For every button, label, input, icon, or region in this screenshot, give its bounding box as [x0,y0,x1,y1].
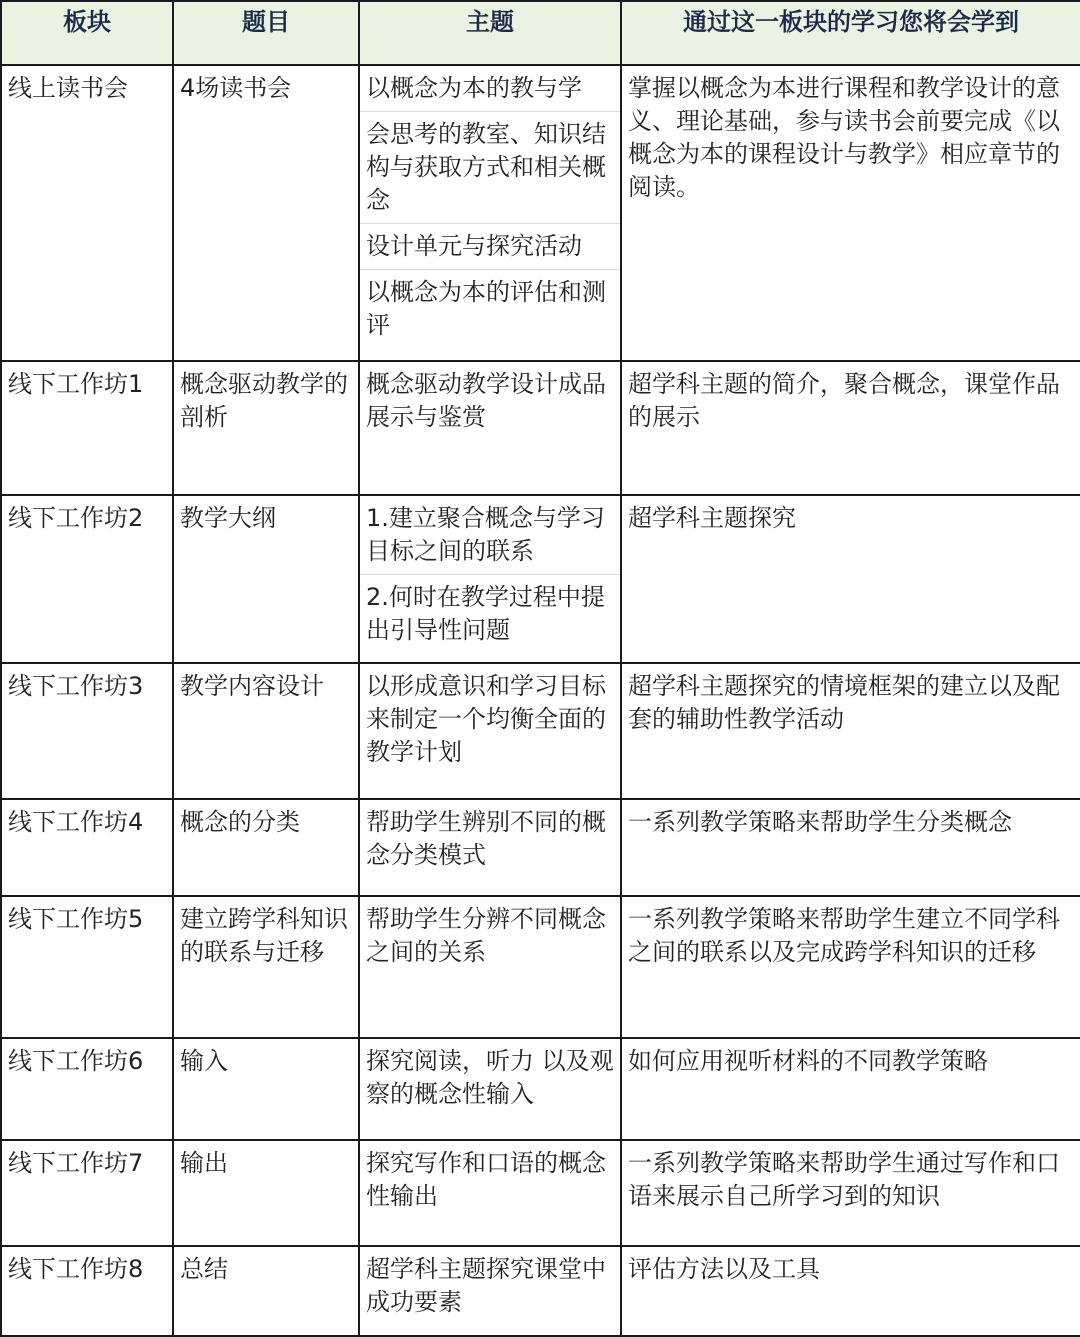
topic-item: 会思考的教室、知识结构与获取方式和相关概念 [360,111,620,223]
topic-item: 帮助学生辨别不同的概念分类模式 [366,808,606,869]
outcome-cell [621,799,1080,896]
outcome-text: 超学科主题探究的情境框架的建立以及配套的辅助性教学活动 [628,672,1060,733]
topic-cell [359,65,621,361]
outcome-text: 一系列教学策略来帮助学生建立不同学科之间的联系以及完成跨学科知识的迁移 [628,905,1060,966]
table-body [1,65,1080,1336]
module-cell [1,799,173,896]
table-row [1,1246,1080,1336]
module-cell [1,1038,173,1140]
outcome-cell [621,1246,1080,1336]
table-row [1,896,1080,1038]
title-text: 教学内容设计 [180,672,324,700]
outcome-cell [621,1038,1080,1140]
title-cell [173,361,359,495]
topic-item: 设计单元与探究活动 [360,223,620,269]
topic-item: 以概念为本的教与学 [366,74,582,102]
module-cell [1,1246,173,1336]
module-text: 线下工作坊1 [8,370,144,398]
outcome-text: 超学科主题探究 [628,504,796,532]
header-outcome: 通过这一板块的学习您将会学到 [621,1,1080,65]
topic-cell [359,663,621,799]
title-text: 输入 [180,1047,228,1075]
outcome-text: 超学科主题的简介，聚合概念，课堂作品的展示 [628,370,1060,431]
module-text: 线下工作坊2 [8,504,144,532]
table-header [1,1,1080,65]
title-cell [173,495,359,663]
title-cell [173,1140,359,1246]
module-text: 线下工作坊3 [8,672,144,700]
module-cell [1,361,173,495]
module-text: 线下工作坊4 [8,808,144,836]
topic-cell [359,799,621,896]
topic-cell [359,361,621,495]
table-row [1,65,1080,361]
header-row [1,1,1080,65]
topic-item: 探究写作和口语的概念性输出 [366,1149,606,1210]
topic-item: 2.何时在教学过程中提出引导性问题 [360,574,620,653]
topic-cell [359,1246,621,1336]
title-text: 建立跨学科知识的联系与迁移 [180,905,348,966]
topic-item: 帮助学生分辨不同概念之间的关系 [366,905,606,966]
table-row [1,663,1080,799]
title-cell [173,799,359,896]
header-topic: 主题 [359,1,621,65]
topic-cell [359,1038,621,1140]
title-text: 概念驱动教学的剖析 [180,370,348,431]
module-text: 线下工作坊5 [8,905,144,933]
module-text: 线下工作坊7 [8,1149,144,1177]
outcome-text: 如何应用视听材料的不同教学策略 [628,1047,988,1075]
table-row [1,361,1080,495]
table-row [1,495,1080,663]
outcome-cell [621,65,1080,361]
topic-cell [359,896,621,1038]
outcome-cell [621,495,1080,663]
module-text: 线上读书会 [8,74,128,102]
title-text: 教学大纲 [180,504,276,532]
outcome-text: 一系列教学策略来帮助学生分类概念 [628,808,1012,836]
topic-item: 以形成意识和学习目标来制定一个均衡全面的教学计划 [366,672,606,766]
outcome-text: 掌握以概念为本进行课程和教学设计的意义、理论基础，参与读书会前要完成《以概念为本的课程设计与教学》相应章节的阅读。 [628,74,1060,201]
module-cell [1,65,173,361]
module-cell [1,495,173,663]
module-text: 线下工作坊8 [8,1255,144,1283]
module-cell [1,1140,173,1246]
table-row [1,799,1080,896]
module-cell [1,663,173,799]
topic-item: 超学科主题探究课堂中成功要素 [366,1255,606,1316]
topic-item: 1.建立聚合概念与学习目标之间的联系 [366,504,605,565]
header-title: 题目 [173,1,359,65]
title-cell [173,1246,359,1336]
table-row [1,1038,1080,1140]
title-cell [173,663,359,799]
outcome-cell [621,896,1080,1038]
header-module: 板块 [1,1,173,65]
module-text: 线下工作坊6 [8,1047,144,1075]
outcome-cell [621,663,1080,799]
outcome-text: 评估方法以及工具 [628,1255,820,1283]
title-cell [173,65,359,361]
topic-cell [359,1140,621,1246]
table-row [1,1140,1080,1246]
title-text: 4场读书会 [180,74,292,102]
module-cell [1,896,173,1038]
topic-cell [359,495,621,663]
title-cell [173,896,359,1038]
topic-item: 以概念为本的评估和测评 [360,269,620,348]
outcome-cell [621,1140,1080,1246]
outcome-cell [621,361,1080,495]
title-text: 总结 [180,1255,228,1283]
title-text: 输出 [180,1149,228,1177]
topic-item: 概念驱动教学设计成品展示与鉴赏 [366,370,606,431]
outcome-text: 一系列教学策略来帮助学生通过写作和口语来展示自己所学习到的知识 [628,1149,1060,1210]
title-text: 概念的分类 [180,808,300,836]
title-cell [173,1038,359,1140]
topic-item: 探究阅读，听力 以及观察的概念性输入 [366,1047,614,1108]
